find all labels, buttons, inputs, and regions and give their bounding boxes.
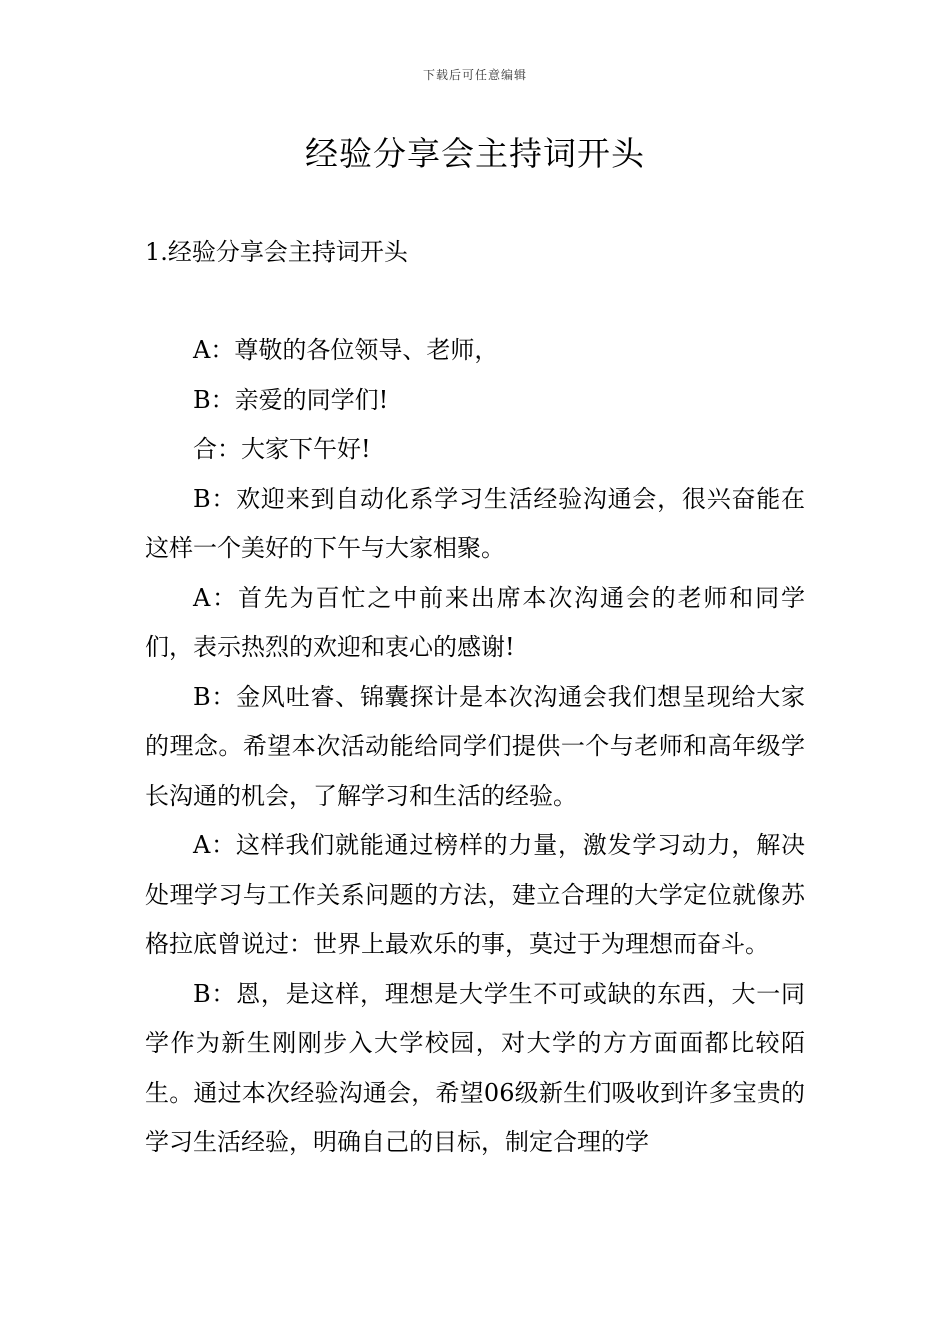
- header-note: 下载后可任意编辑: [422, 68, 527, 82]
- document-body: [145, 326, 805, 1168]
- paragraph: A：这样我们就能通过榜样的力量，激发学习动力，解决处理学习与工作关系问题的方法，建立合理的大学定位就像苏格拉底曾说过：世界上最欢乐的事，莫过于为理想而奋斗。: [145, 831, 805, 958]
- paragraph: A：首先为百忙之中前来出席本次沟通会的老师和同学们，表示热烈的欢迎和衷心的感谢!: [145, 583, 805, 661]
- paragraph: A：尊敬的各位领导、老师，: [193, 336, 499, 364]
- document-title: 经验分享会主持词开头: [305, 134, 645, 173]
- paragraph: B：恩，是这样，理想是大学生不可或缺的东西，大一同学作为新生刚刚步入大学校园，对大学的方方面面都比较陌生。通过本次经验沟通会，希望06级新生们吸收到许多宝贵的学习生活经验，明确自己的目标，制定合理的学: [145, 979, 805, 1156]
- paragraph: B：亲爱的同学们!: [193, 385, 389, 414]
- paragraph: B：金风吐睿、锦囊探计是本次沟通会我们想呈现给大家的理念。希望本次活动能给同学们提供一个与老师和高年级学长沟通的机会，了解学习和生活的经验。: [145, 682, 805, 810]
- paragraph: 合：大家下午好!: [193, 435, 371, 463]
- paragraph: B：欢迎来到自动化系学习生活经验沟通会，很兴奋能在这样一个美好的下午与大家相聚。: [145, 484, 805, 562]
- section-heading: 1.经验分享会主持词开头: [145, 238, 408, 266]
